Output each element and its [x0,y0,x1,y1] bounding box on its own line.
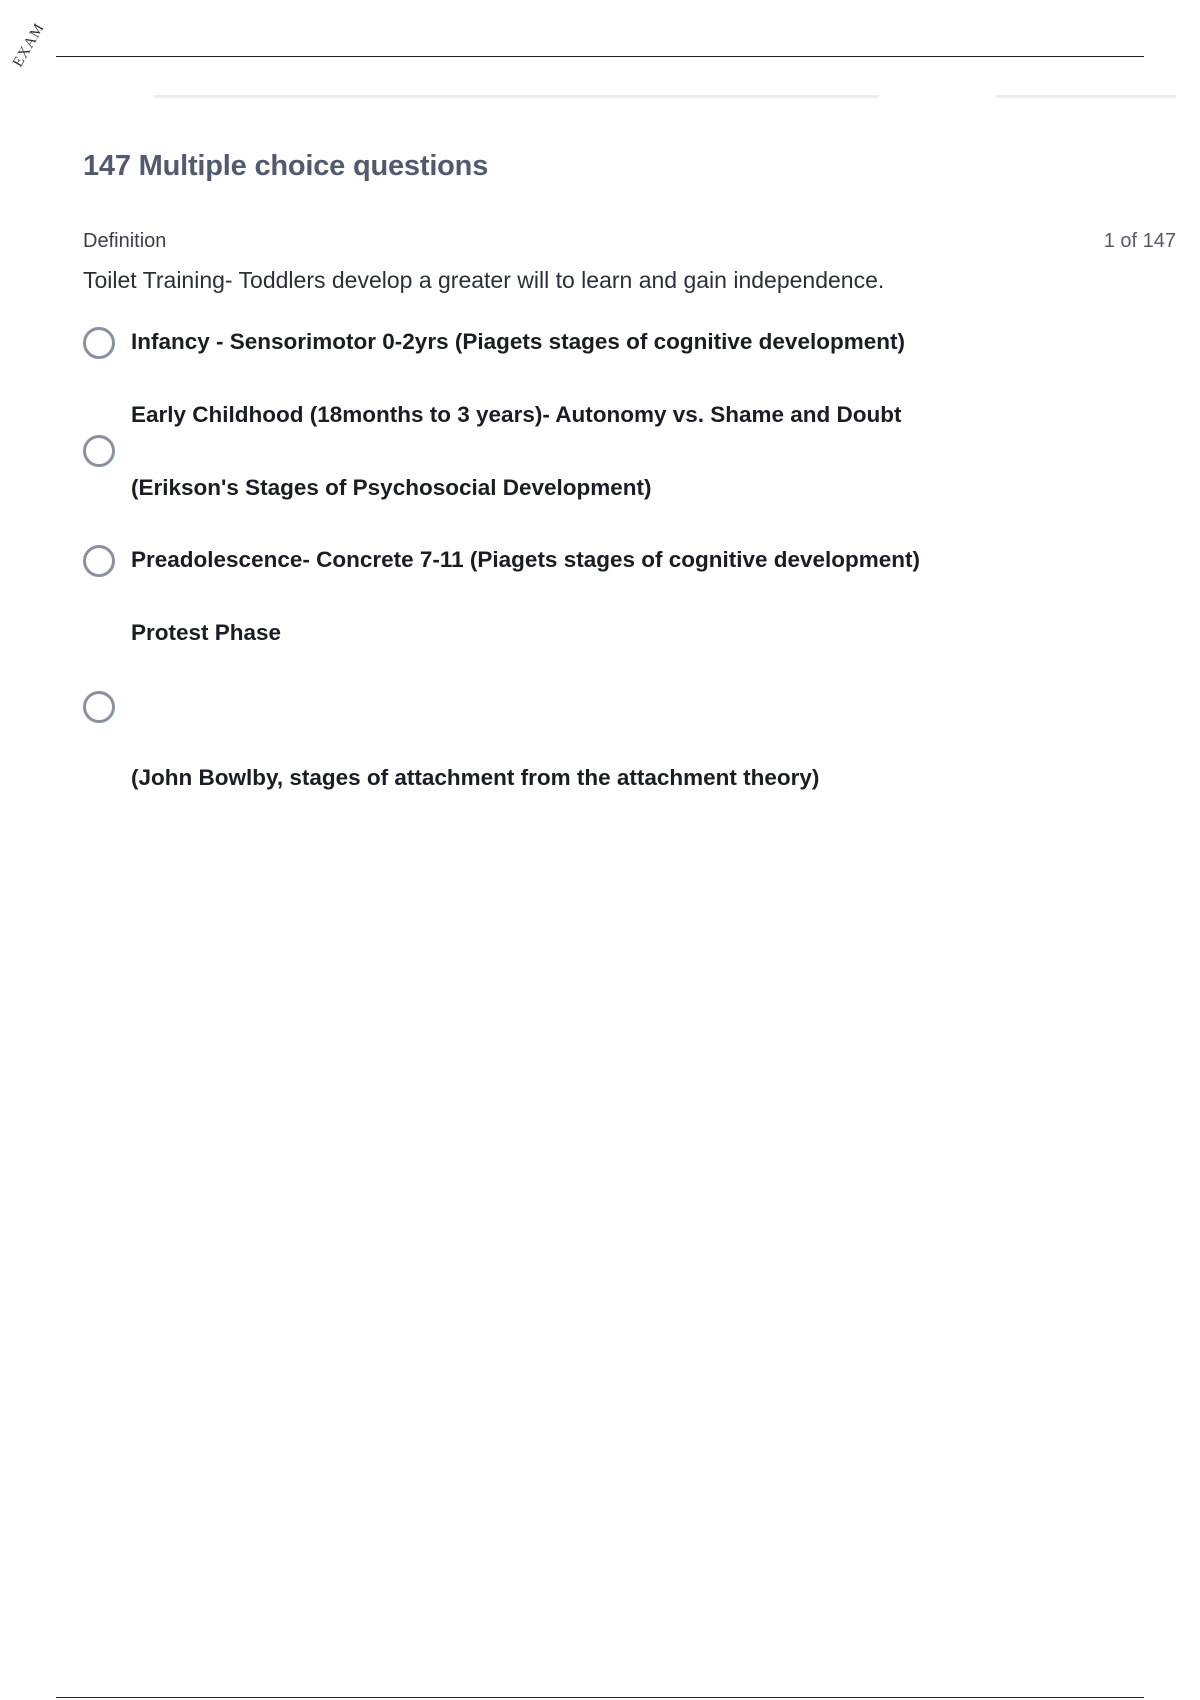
answer-option-text[interactable]: Early Childhood (18months to 3 years)- Autonomy vs. Shame and Doubt [131,402,902,427]
answer-option-text[interactable]: Protest Phase [131,620,282,645]
answer-option-2[interactable] [83,400,1083,510]
radio-button-icon[interactable] [83,545,115,577]
progress-track-right [996,95,1176,98]
exam-watermark: EXAM [10,20,48,70]
radio-button-icon[interactable] [83,691,115,723]
radio-button-icon[interactable] [83,327,115,359]
top-rule [56,56,1144,57]
answer-option-text[interactable]: (John Bowlby, stages of attachment from the attachment theory) [131,765,820,790]
radio-button-icon[interactable] [83,435,115,467]
answer-option-text[interactable]: (Erikson's Stages of Psychosocial Development) [131,475,652,500]
answer-option-text[interactable]: Infancy - Sensorimotor 0-2yrs (Piagets stages of cognitive development) [131,329,905,354]
bottom-rule [56,1697,1144,1698]
page-title: 147 Multiple choice questions [83,150,489,182]
answer-option-1[interactable] [83,327,1083,363]
question-counter: 1 of 147 [1103,230,1176,252]
progress-track-left [154,95,879,98]
question-prompt: Toilet Training- Toddlers develop a greater will to learn and gain independence. [83,267,885,293]
answer-option-4[interactable] [83,618,1083,798]
answer-option-text[interactable]: Preadolescence- Concrete 7-11 (Piagets stages of cognitive development) [131,547,921,572]
answer-option-3[interactable] [83,545,1083,581]
question-type-label: Definition [83,230,167,252]
